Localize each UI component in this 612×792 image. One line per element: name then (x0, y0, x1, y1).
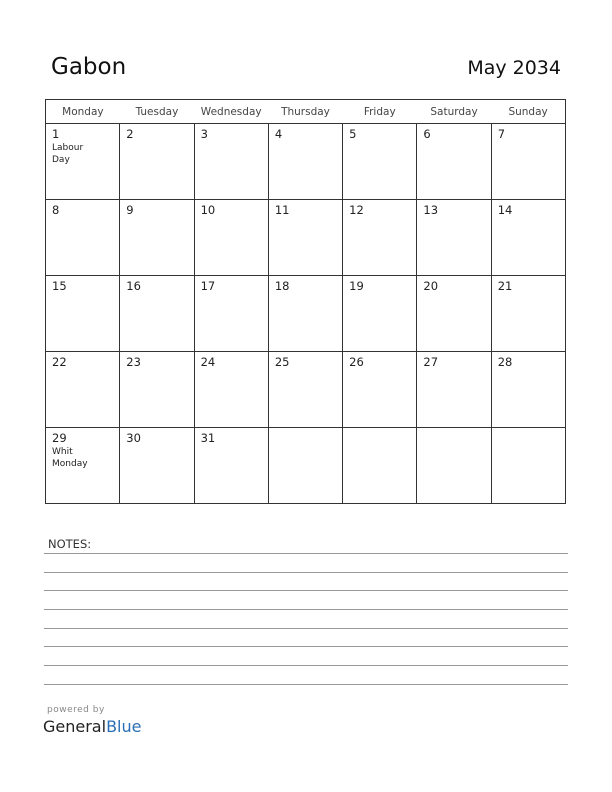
day-cell (120, 428, 194, 504)
day-cell (417, 124, 491, 200)
note-line (44, 665, 568, 666)
day-cell (46, 352, 120, 428)
weekday-header: Friday (343, 100, 417, 124)
day-cell (491, 276, 565, 352)
day-cell (491, 124, 565, 200)
day-number: 11 (274, 203, 290, 217)
holiday-label: Labour Day (52, 143, 84, 165)
day-number: 28 (497, 355, 513, 369)
note-line (44, 609, 568, 610)
weekday-header: Thursday (268, 100, 342, 124)
day-number: 24 (200, 355, 216, 369)
note-line (44, 646, 568, 647)
day-cell (417, 276, 491, 352)
day-cell (194, 428, 268, 504)
weekday-header: Saturday (417, 100, 491, 124)
note-line (44, 590, 568, 591)
weekday-header: Sunday (491, 100, 565, 124)
day-cell (343, 124, 417, 200)
day-number: 3 (200, 127, 208, 141)
day-cell (46, 124, 120, 200)
day-number: 1 (52, 127, 60, 141)
week-row (46, 428, 566, 504)
day-number: 8 (52, 203, 60, 217)
day-cell (491, 428, 565, 504)
day-cell (194, 276, 268, 352)
day-number: 4 (274, 127, 283, 141)
day-number: 30 (126, 431, 141, 445)
calendar-grid (45, 99, 566, 504)
day-number: 12 (349, 203, 364, 217)
day-number: 26 (349, 355, 364, 369)
day-cell (194, 124, 268, 200)
day-number: 15 (52, 279, 67, 293)
day-number: 10 (200, 203, 216, 217)
day-cell (268, 200, 342, 276)
day-number: 25 (274, 355, 290, 369)
day-number: 23 (126, 355, 141, 369)
weekday-header: Wednesday (194, 100, 268, 124)
day-number: 27 (423, 355, 439, 369)
day-cell (343, 276, 417, 352)
month-year-title: May 2034 (467, 57, 561, 79)
day-cell (120, 276, 194, 352)
day-number: 5 (349, 127, 357, 141)
week-row (46, 276, 566, 352)
week-row (46, 352, 566, 428)
day-number: 19 (349, 279, 364, 293)
day-cell (491, 352, 565, 428)
country-title: Gabon (51, 54, 127, 80)
day-cell (417, 200, 491, 276)
note-line (44, 684, 568, 685)
note-line (44, 553, 568, 554)
day-cell (343, 428, 417, 504)
brand-general: General (43, 717, 107, 736)
day-number: 20 (423, 279, 439, 293)
day-number: 7 (497, 127, 506, 141)
day-cell (343, 200, 417, 276)
day-number: 18 (274, 279, 290, 293)
day-cell (268, 352, 342, 428)
note-line (44, 572, 568, 573)
day-number: 21 (497, 279, 513, 293)
day-cell (120, 352, 194, 428)
week-row (46, 200, 566, 276)
brand-blue: Blue (106, 717, 142, 736)
day-cell (46, 200, 120, 276)
weekday-header: Tuesday (120, 100, 194, 124)
day-cell (268, 276, 342, 352)
powered-by-text: powered by (47, 705, 105, 715)
generalblue-logo (43, 717, 141, 736)
day-cell (417, 428, 491, 504)
day-cell (268, 124, 342, 200)
day-cell (120, 200, 194, 276)
day-number: 9 (126, 203, 134, 217)
day-number: 13 (423, 203, 439, 217)
day-number: 14 (497, 203, 513, 217)
day-cell (343, 352, 417, 428)
holiday-label: Whit Monday (52, 447, 88, 469)
day-cell (194, 200, 268, 276)
day-number: 17 (200, 279, 216, 293)
day-cell (194, 352, 268, 428)
day-number: 2 (126, 127, 134, 141)
day-cell (120, 124, 194, 200)
day-cell (491, 200, 565, 276)
weekday-header: Monday (46, 100, 120, 124)
day-cell (268, 428, 342, 504)
day-cell (417, 352, 491, 428)
day-number: 6 (423, 127, 431, 141)
day-cell (46, 276, 120, 352)
notes-label: NOTES: (48, 537, 92, 551)
day-number: 22 (52, 355, 67, 369)
weekday-header-row (46, 100, 566, 124)
day-number: 29 (52, 431, 67, 445)
day-number: 31 (200, 431, 216, 445)
week-row (46, 124, 566, 200)
note-line (44, 628, 568, 629)
day-number: 16 (126, 279, 141, 293)
day-cell (46, 428, 120, 504)
